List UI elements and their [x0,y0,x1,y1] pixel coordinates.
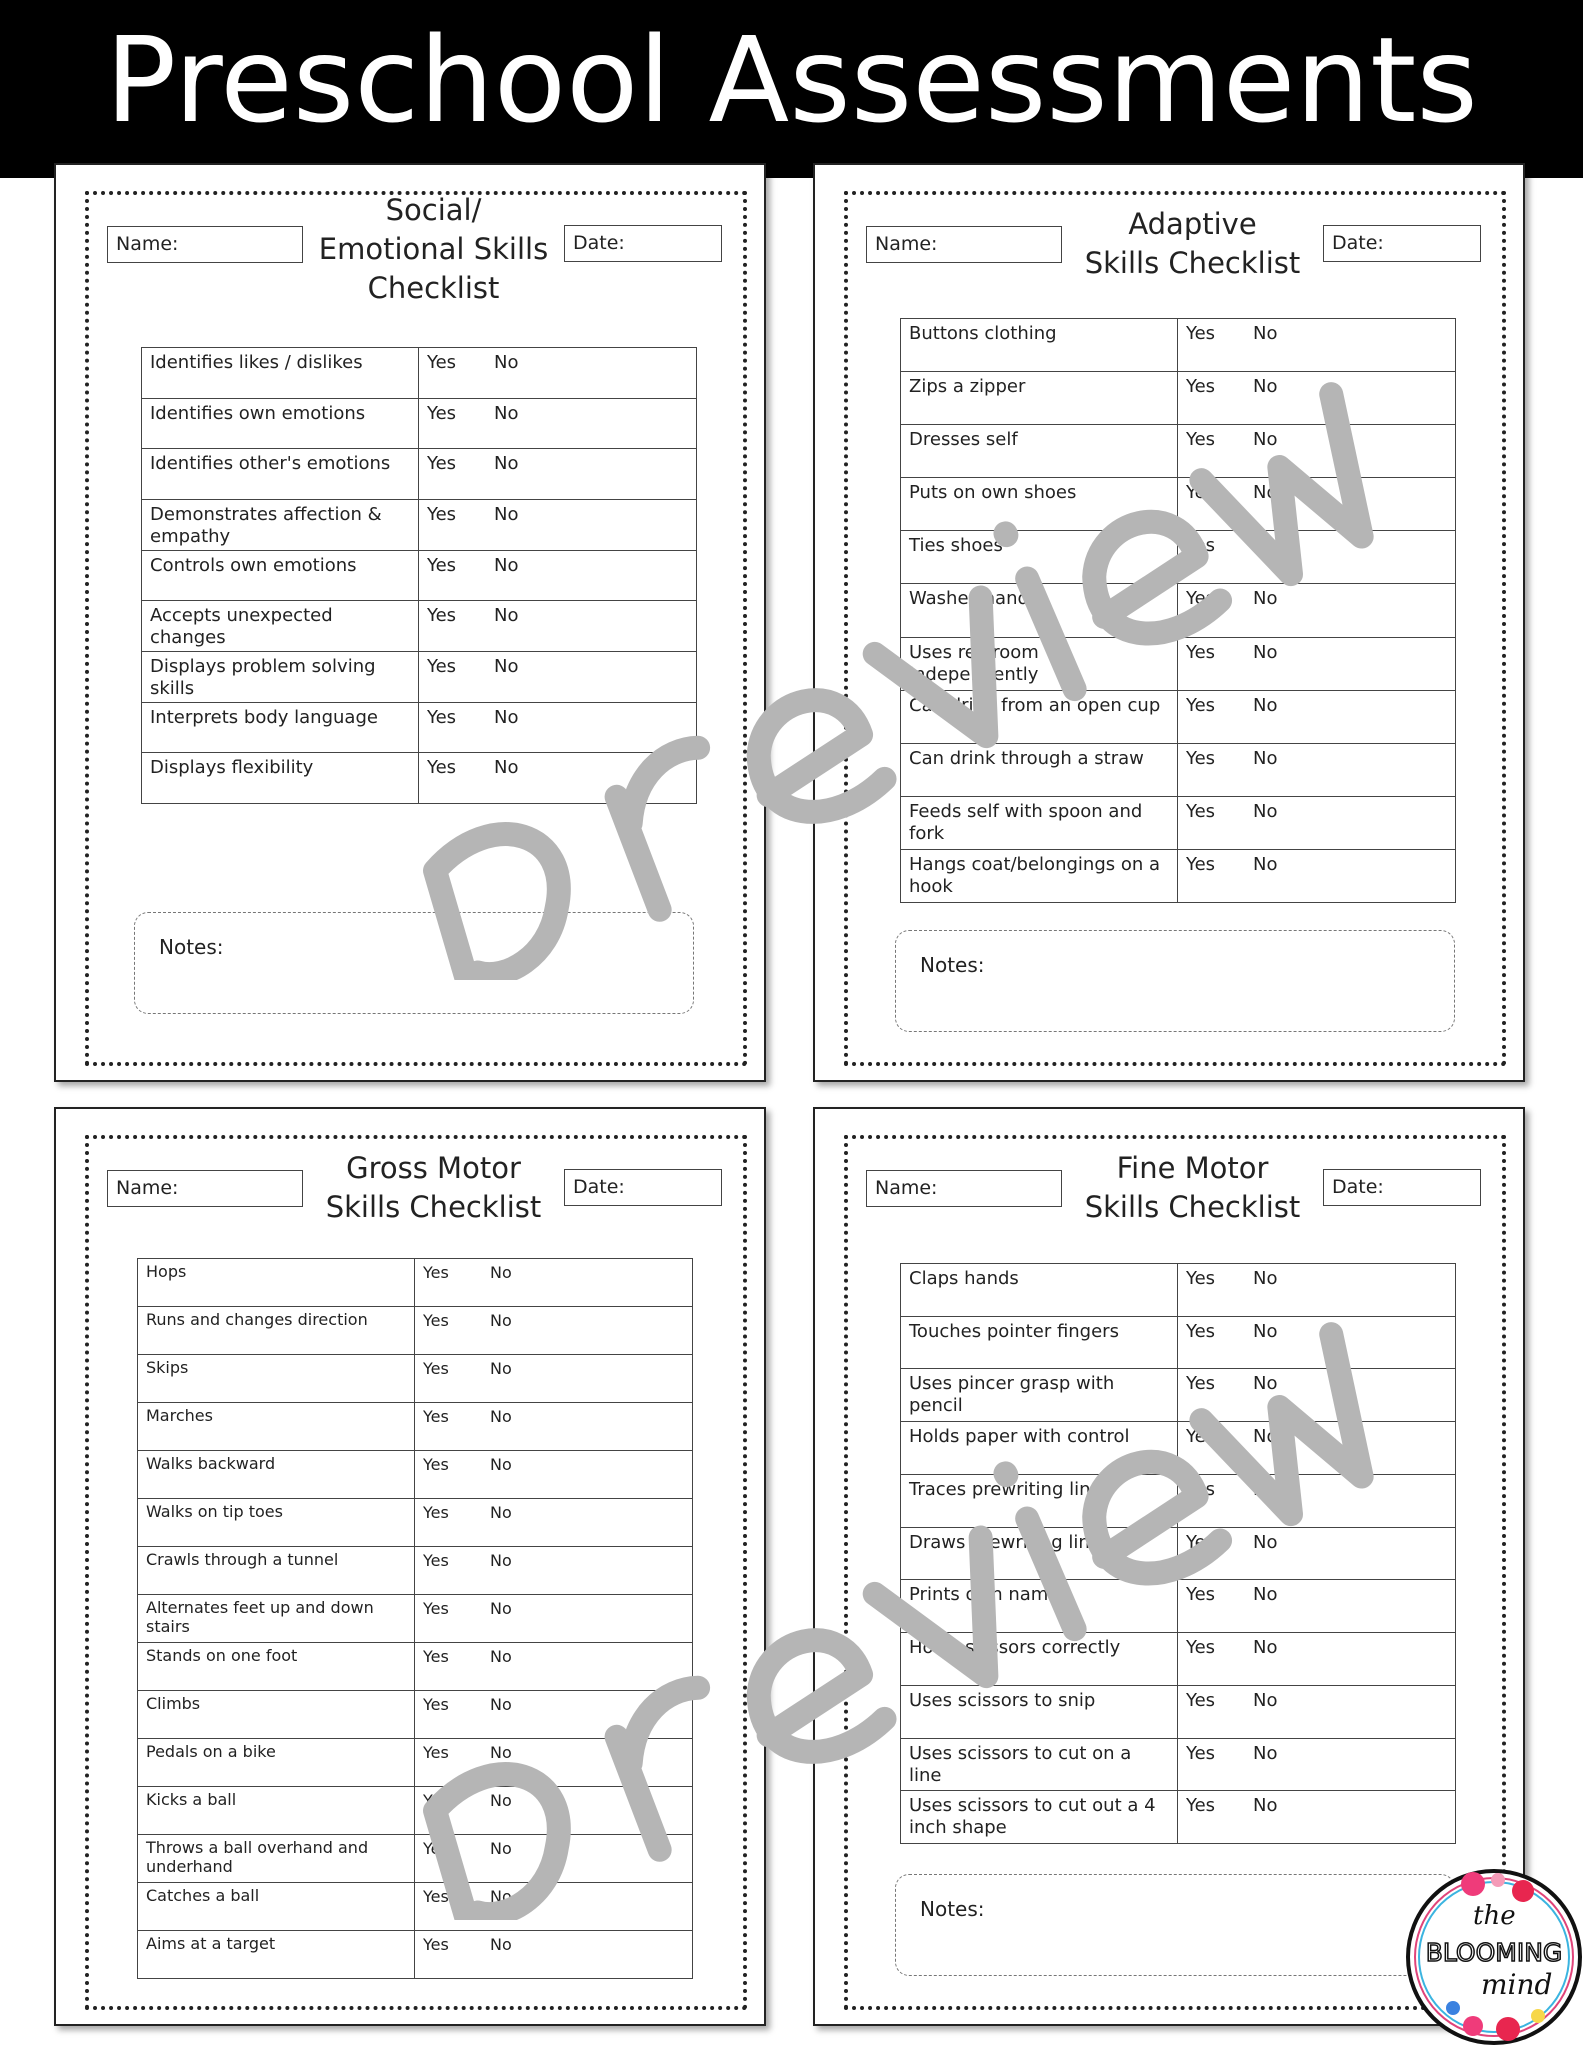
name-field[interactable] [107,226,303,263]
yes-option[interactable]: Yes [427,504,457,526]
yes-option[interactable]: Yes [1186,1426,1216,1448]
table-row [901,743,1455,796]
table-row [138,1450,692,1498]
table-row [901,849,1455,902]
table-row [901,477,1455,530]
table-row [901,1738,1455,1791]
name-field[interactable] [107,1170,303,1207]
yes-option[interactable]: Yes [1186,1742,1216,1764]
no-option[interactable]: No [1253,535,1278,557]
yes-option[interactable]: Yes [1186,1637,1216,1659]
no-option[interactable]: No [490,1839,512,1858]
yes-option[interactable]: Yes [1186,588,1216,610]
notes-label: Notes: [159,935,224,959]
no-option[interactable]: No [490,1503,512,1522]
no-option[interactable]: No [1253,1742,1278,1764]
yes-option[interactable]: Yes [423,1311,449,1330]
skills-table [141,347,697,804]
checklist-title [1064,1149,1321,1227]
yes-option[interactable]: Yes [423,1935,449,1954]
yes-option[interactable]: Yes [423,1887,449,1906]
skill-label: Walks backward [138,1451,415,1498]
skill-label: Climbs [138,1691,415,1738]
skill-label: Puts on own shoes [901,478,1178,530]
skill-label: Draws prewriting lines [901,1528,1178,1580]
no-option[interactable]: No [494,605,519,627]
table-row [901,530,1455,583]
yes-option[interactable]: Yes [1186,641,1216,663]
yes-option[interactable]: Yes [423,1263,449,1282]
yes-option[interactable]: Yes [423,1743,449,1762]
checklist-title [1064,205,1321,283]
header-banner [0,0,1583,178]
table-row [142,448,696,499]
skill-label: Crawls through a tunnel [138,1547,415,1594]
skill-label: Identifies other's emotions [142,449,419,499]
yes-option[interactable]: Yes [427,402,457,424]
no-option[interactable]: No [1253,641,1278,663]
skill-label: Identifies likes / dislikes [142,348,419,398]
table-row [138,1354,692,1402]
no-option[interactable]: No [1253,376,1278,398]
skill-label: Skips [138,1355,415,1402]
skill-label: Interprets body language [142,703,419,753]
no-option[interactable]: No [494,352,519,373]
yes-option[interactable]: Yes [423,1599,449,1618]
skills-table [900,318,1456,903]
table-row [901,1316,1455,1369]
checklist-page [813,163,1525,1082]
skill-label: Hangs coat/belongings on a hook [901,850,1178,902]
yes-option[interactable]: Yes [423,1455,449,1474]
skill-label: Alternates feet up and down stairs [138,1595,415,1642]
no-option[interactable]: No [490,1551,512,1570]
title-line: Emotional Skills [318,232,549,266]
date-label: Date: [1332,232,1384,254]
svg-text:BLOOMING: BLOOMING [1425,1938,1563,1967]
skill-label: Ties shoes [901,531,1178,583]
skill-label: Traces prewriting lines [901,1475,1178,1527]
table-row [142,600,696,651]
table-row [138,1834,692,1882]
table-row [138,1402,692,1450]
table-row [138,1642,692,1690]
page-title: Preschool Assessments [105,11,1478,149]
yes-option[interactable]: Yes [427,706,457,728]
skill-label: Claps hands [901,1264,1178,1316]
yes-option[interactable]: Yes [1186,800,1216,822]
table-row [901,690,1455,743]
yes-option[interactable]: Yes [427,757,457,779]
notes-box[interactable] [895,1874,1455,1976]
yes-option[interactable]: Yes [427,453,457,475]
yes-option[interactable]: Yes [427,554,457,576]
no-option[interactable]: No [1253,694,1278,716]
skill-label: Dresses self [901,425,1178,477]
name-label: Name: [875,1177,938,1199]
no-option[interactable]: No [1253,482,1278,504]
table-row [901,1368,1455,1421]
skills-table [900,1263,1456,1844]
table-row [901,1474,1455,1527]
yes-option[interactable]: Yes [423,1551,449,1570]
no-option[interactable]: No [494,706,519,728]
no-option[interactable]: No [490,1791,512,1810]
table-row [138,1786,692,1834]
no-option[interactable]: No [1253,1637,1278,1659]
yes-option[interactable]: Yes [1186,1478,1216,1500]
table-row [142,398,696,449]
skill-label: Aims at a target [138,1931,415,1978]
table-row [901,1527,1455,1580]
yes-option[interactable]: Yes [1186,482,1216,504]
skill-label: Catches a ball [138,1883,415,1930]
skill-label: Demonstrates affection & empathy [142,500,419,550]
skills-table [137,1258,693,1979]
notes-box[interactable] [895,930,1455,1032]
checklist-page [54,1107,766,2026]
yes-option[interactable]: Yes [1186,376,1216,398]
checklist-page [54,163,766,1082]
skill-label: Uses restroom independently [901,638,1178,690]
date-field[interactable] [1323,225,1481,262]
yes-option[interactable]: Yes [423,1407,449,1426]
table-row [138,1690,692,1738]
yes-option[interactable]: Yes [427,352,457,373]
checklist-title [305,191,562,308]
no-option[interactable]: No [494,504,519,526]
no-option[interactable]: No [490,1311,512,1330]
skill-label: Stands on one foot [138,1643,415,1690]
skill-label: Marches [138,1403,415,1450]
yes-option[interactable]: Yes [1186,694,1216,716]
yes-option[interactable]: Yes [1186,535,1216,557]
yes-option[interactable]: Yes [423,1647,449,1666]
yes-option[interactable]: Yes [1186,323,1216,344]
yes-option[interactable]: Yes [1186,1268,1216,1289]
date-label: Date: [573,1176,625,1198]
no-option[interactable]: No [1253,1320,1278,1342]
table-row [901,1264,1455,1316]
title-line: Gross Motor [346,1151,521,1185]
yes-option[interactable]: Yes [1186,1373,1216,1395]
no-option[interactable]: No [490,1263,512,1282]
skill-label: Prints own name [901,1580,1178,1632]
date-field[interactable] [1323,1169,1481,1206]
name-field[interactable] [866,1170,1062,1207]
table-row [142,348,696,398]
svg-text:the: the [1473,1901,1516,1931]
no-option[interactable]: No [1253,1268,1278,1289]
skill-label: Feeds self with spoon and fork [901,797,1178,849]
table-row [138,1498,692,1546]
table-row [138,1594,692,1642]
title-line: Checklist [367,271,500,305]
skill-label: Can drink through a straw [901,744,1178,796]
skill-label: Identifies own emotions [142,399,419,449]
skill-label: Can drink from an open cup [901,691,1178,743]
yes-option[interactable]: Yes [1186,1584,1216,1606]
no-option[interactable]: No [490,1359,512,1378]
no-option[interactable]: No [1253,1584,1278,1606]
no-option[interactable]: No [1253,1689,1278,1711]
yes-option[interactable]: Yes [1186,429,1216,451]
table-row [142,651,696,702]
table-row [901,1790,1455,1843]
table-row [901,796,1455,849]
yes-option[interactable]: Yes [1186,853,1216,875]
yes-option[interactable]: Yes [1186,1795,1216,1817]
table-row [138,1259,692,1306]
table-row [142,702,696,753]
table-row [142,499,696,550]
notes-box[interactable] [134,912,694,1014]
no-option[interactable]: No [490,1407,512,1426]
table-row [142,550,696,601]
notes-label: Notes: [920,1897,985,1921]
yes-option[interactable]: Yes [1186,747,1216,769]
yes-option[interactable]: Yes [1186,1320,1216,1342]
title-line: Social/ [385,193,482,227]
table-row [138,1306,692,1354]
skill-label: Throws a ball overhand and underhand [138,1835,415,1882]
no-option[interactable]: No [494,402,519,424]
no-option[interactable]: No [1253,1373,1278,1395]
title-line: Skills Checklist [325,1190,542,1224]
skill-label: Displays problem solving skills [142,652,419,702]
table-row [138,1738,692,1786]
skill-label: Uses scissors to snip [901,1686,1178,1738]
no-option[interactable]: No [1253,588,1278,610]
date-label: Date: [573,232,625,254]
checklist-title [305,1149,562,1227]
blooming-mind-logo [1403,1866,1583,2048]
no-option[interactable]: No [490,1695,512,1714]
no-option[interactable]: No [1253,853,1278,875]
name-label: Name: [116,233,179,255]
no-option[interactable]: No [490,1455,512,1474]
date-label: Date: [1332,1176,1384,1198]
no-option[interactable]: No [494,656,519,678]
skill-label: Controls own emotions [142,551,419,601]
yes-option[interactable]: Yes [1186,1689,1216,1711]
table-row [901,1685,1455,1738]
skill-label: Walks on tip toes [138,1499,415,1546]
no-option[interactable]: No [494,757,519,779]
table-row [901,319,1455,371]
title-line: Skills Checklist [1084,1190,1301,1224]
no-option[interactable]: No [490,1599,512,1618]
name-field[interactable] [866,226,1062,263]
table-row [901,583,1455,636]
no-option[interactable]: No [1253,1531,1278,1553]
no-option[interactable]: No [1253,1426,1278,1448]
table-row [901,1632,1455,1685]
skill-label: Runs and changes direction [138,1307,415,1354]
yes-option[interactable]: Yes [427,656,457,678]
skill-label: Uses pincer grasp with pencil [901,1369,1178,1421]
no-option[interactable]: No [494,554,519,576]
title-line: Skills Checklist [1084,246,1301,280]
skill-label: Holds scissors correctly [901,1633,1178,1685]
no-option[interactable]: No [1253,1795,1278,1817]
date-field[interactable] [564,225,722,262]
table-row [142,752,696,803]
table-row [901,424,1455,477]
notes-label: Notes: [920,953,985,977]
table-row [901,371,1455,424]
title-line: Adaptive [1128,207,1257,241]
no-option[interactable]: No [1253,323,1278,344]
table-row [138,1930,692,1978]
no-option[interactable]: No [1253,429,1278,451]
table-row [901,1421,1455,1474]
no-option[interactable]: No [1253,747,1278,769]
skill-label: Touches pointer fingers [901,1317,1178,1369]
no-option[interactable]: No [1253,800,1278,822]
table-row [138,1882,692,1930]
skill-label: Accepts unexpected changes [142,601,419,651]
table-row [901,1579,1455,1632]
skill-label: Hops [138,1259,415,1306]
yes-option[interactable]: Yes [423,1791,449,1810]
skill-label: Uses scissors to cut on a line [901,1739,1178,1791]
no-option[interactable]: No [490,1887,512,1906]
yes-option[interactable]: Yes [423,1359,449,1378]
skill-label: Zips a zipper [901,372,1178,424]
no-option[interactable]: No [1253,1478,1278,1500]
name-label: Name: [875,233,938,255]
table-row [901,637,1455,690]
date-field[interactable] [564,1169,722,1206]
title-line: Fine Motor [1116,1151,1269,1185]
no-option[interactable]: No [494,453,519,475]
table-row [138,1546,692,1594]
skill-label: Holds paper with control [901,1422,1178,1474]
skill-label: Uses scissors to cut out a 4 inch shape [901,1791,1178,1843]
yes-option[interactable]: Yes [423,1695,449,1714]
skill-label: Buttons clothing [901,319,1178,371]
no-option[interactable]: No [490,1935,512,1954]
svg-text:mind: mind [1481,1968,1553,2001]
skill-label: Kicks a ball [138,1787,415,1834]
yes-option[interactable]: Yes [423,1503,449,1522]
no-option[interactable]: No [490,1743,512,1762]
yes-option[interactable]: Yes [427,605,457,627]
skill-label: Pedals on a bike [138,1739,415,1786]
yes-option[interactable]: Yes [423,1839,449,1858]
skill-label: Displays flexibility [142,753,419,803]
no-option[interactable]: No [490,1647,512,1666]
yes-option[interactable]: Yes [1186,1531,1216,1553]
skill-label: Washes hands [901,584,1178,636]
name-label: Name: [116,1177,179,1199]
